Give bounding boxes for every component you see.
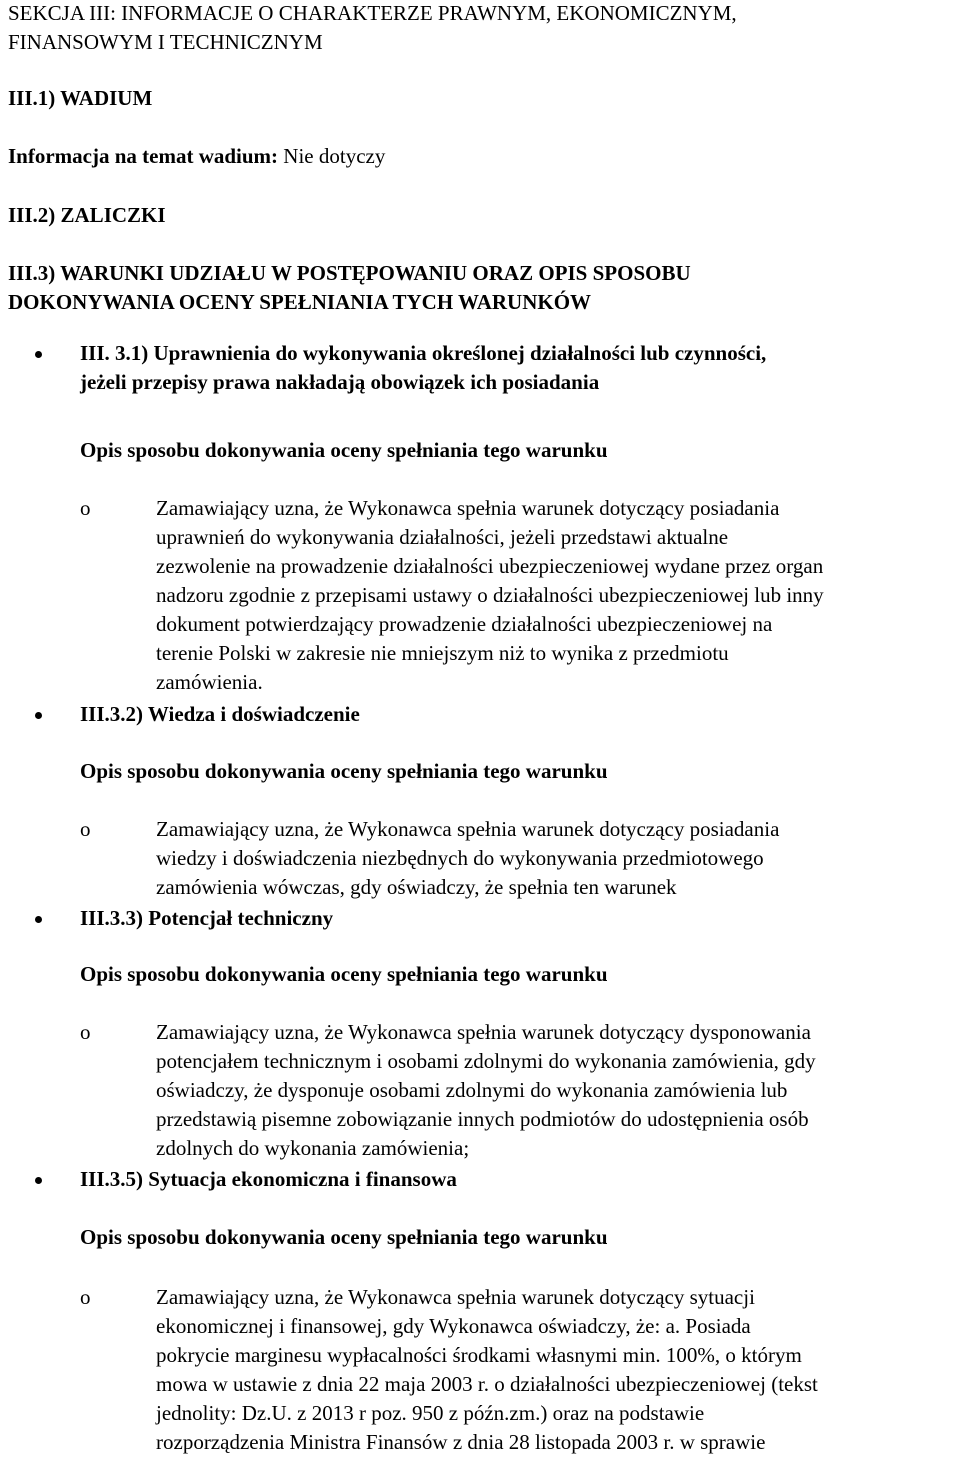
item-line: zamówienia wówczas, gdy oświadczy, że spełnia ten warunek bbox=[156, 875, 677, 899]
item-line: Zamawiający uzna, że Wykonawca spełnia warunek dotyczący sytuacji bbox=[156, 1285, 755, 1309]
condition-title-line: III.3.3) Potencjał techniczny bbox=[80, 906, 334, 930]
item-line: Zamawiający uzna, że Wykonawca spełnia warunek dotyczący posiadania bbox=[156, 496, 780, 520]
item-line: przedstawią pisemne zobowiązanie innych podmiotów do udostępnienia osób bbox=[156, 1107, 809, 1131]
bullet-icon bbox=[35, 1177, 42, 1184]
condition-title bbox=[80, 904, 333, 933]
condition-title-line: III.3.5) Sytuacja ekonomiczna i finansowa bbox=[80, 1167, 457, 1191]
condition-item bbox=[156, 494, 824, 697]
sub-bullet-icon: o bbox=[80, 496, 91, 520]
description-label: Opis sposobu dokonywania oceny spełniania tego warunku bbox=[80, 962, 608, 986]
condition-title-line: III.3.2) Wiedza i doświadczenie bbox=[80, 702, 360, 726]
condition-title-line: III. 3.1) Uprawnienia do wykonywania określonej działalności lub czynności, bbox=[80, 341, 767, 365]
item-line: rozporządzenia Ministra Finansów z dnia 28 listopada 2003 r. w sprawie bbox=[156, 1430, 766, 1454]
warunki-heading-line-2: DOKONYWANIA OCENY SPEŁNIANIA TYCH WARUNKÓW bbox=[8, 290, 592, 314]
item-line: ekonomicznej i finansowej, gdy Wykonawca oświadczy, że: a. Posiada bbox=[156, 1314, 751, 1338]
section-title-line-2: FINANSOWYM I TECHNICZNYM bbox=[8, 30, 323, 54]
warunki-heading bbox=[8, 259, 958, 317]
condition-item bbox=[156, 1283, 818, 1457]
bullet-icon bbox=[35, 712, 42, 719]
condition-title bbox=[80, 1165, 457, 1194]
condition-title bbox=[80, 339, 766, 397]
item-line: nadzoru zgodnie z przepisami ustawy o działalności ubezpieczeniowej lub inny bbox=[156, 583, 824, 607]
section-title bbox=[8, 0, 958, 57]
warunki-heading-line-1: III.3) WARUNKI UDZIAŁU W POSTĘPOWANIU ORAZ OPIS SPOSOBU bbox=[8, 261, 691, 285]
item-line: oświadczy, że dysponuje osobami zdolnymi do wykonania zamówienia lub bbox=[156, 1078, 788, 1102]
section-title-line-1: SEKCJA III: INFORMACJE O CHARAKTERZE PRAWNYM, EKONOMICZNYM, bbox=[8, 1, 737, 25]
zaliczki-heading: III.2) ZALICZKI bbox=[8, 203, 166, 227]
item-line: mowa w ustawie z dnia 22 maja 2003 r. o działalności ubezpieczeniowej (tekst bbox=[156, 1372, 818, 1396]
wadium-value: Nie dotyczy bbox=[278, 144, 386, 168]
item-line: jednolity: Dz.U. z 2013 r poz. 950 z późn.zm.) oraz na podstawie bbox=[156, 1401, 705, 1425]
bullet-icon bbox=[35, 351, 42, 358]
wadium-heading: III.1) WADIUM bbox=[8, 86, 153, 110]
sub-bullet-icon: o bbox=[80, 1285, 91, 1309]
item-line: Zamawiający uzna, że Wykonawca spełnia warunek dotyczący posiadania bbox=[156, 817, 780, 841]
item-line: zezwolenie na prowadzenie działalności ubezpieczeniowej wydane przez organ bbox=[156, 554, 824, 578]
item-line: dokument potwierdzający prowadzenie działalności ubezpieczeniowej na bbox=[156, 612, 773, 636]
item-line: pokrycie marginesu wypłacalności środkami własnymi min. 100%, o którym bbox=[156, 1343, 802, 1367]
item-line: zamówienia. bbox=[156, 670, 263, 694]
wadium-info bbox=[8, 142, 958, 171]
item-line: uprawnień do wykonywania działalności, jeżeli przedstawi aktualne bbox=[156, 525, 729, 549]
description-label: Opis sposobu dokonywania oceny spełniania tego warunku bbox=[80, 759, 608, 783]
condition-title-line: jeżeli przepisy prawa nakładają obowiązek ich posiadania bbox=[80, 370, 600, 394]
sub-bullet-icon: o bbox=[80, 817, 91, 841]
item-line: Zamawiający uzna, że Wykonawca spełnia warunek dotyczący dysponowania bbox=[156, 1020, 811, 1044]
condition-item bbox=[156, 815, 779, 902]
description-label: Opis sposobu dokonywania oceny spełniania tego warunku bbox=[80, 438, 608, 462]
item-line: zdolnych do wykonania zamówienia; bbox=[156, 1136, 470, 1160]
item-line: terenie Polski w zakresie nie mniejszym niż to wynika z przedmiotu bbox=[156, 641, 729, 665]
bullet-icon bbox=[35, 916, 42, 923]
item-line: potencjałem technicznym i osobami zdolnymi do wykonania zamówienia, gdy bbox=[156, 1049, 816, 1073]
sub-bullet-icon: o bbox=[80, 1020, 91, 1044]
description-label: Opis sposobu dokonywania oceny spełniania tego warunku bbox=[80, 1225, 608, 1249]
wadium-label: Informacja na temat wadium: bbox=[8, 144, 279, 168]
condition-item bbox=[156, 1018, 816, 1163]
item-line: wiedzy i doświadczenia niezbędnych do wykonywania przedmiotowego bbox=[156, 846, 764, 870]
condition-title bbox=[80, 700, 360, 729]
